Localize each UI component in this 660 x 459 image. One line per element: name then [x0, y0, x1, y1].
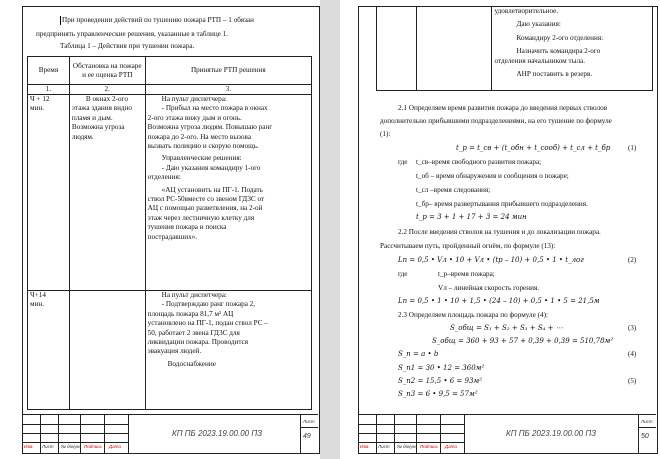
situation-line: этажа здания видно	[71, 104, 133, 113]
stamp-date-label: Дата	[445, 444, 457, 449]
decision-line: - Подтверждаю ранг пожара 2,	[161, 300, 256, 309]
title-block	[22, 414, 318, 453]
page-number: 49	[303, 433, 311, 440]
situation-line: В окнах 2-ого	[85, 95, 128, 103]
where-label: где	[398, 158, 408, 166]
row1-decisions	[145, 95, 311, 291]
sheet-label: Лист	[641, 419, 653, 424]
cont-time	[377, 7, 417, 91]
where-label-2: где	[398, 270, 408, 278]
intro-line-1: При проведении действий по тушению пожара РТП – 1 обязан	[62, 16, 254, 24]
row2-time-value: Ч+14	[30, 291, 46, 299]
calculation-s-p3: S_п3 = 6 • 9,5 = 57м²	[398, 390, 478, 398]
formula-1-number: (1)	[628, 144, 637, 152]
decision-line: площадь пожара 81,7 м² АЦ	[147, 309, 234, 318]
definition-t-ob: t_об – время обнаружения и сообщения о пожаре;	[416, 172, 569, 180]
row2-time	[28, 291, 70, 410]
decision-line: Управленческие решения:	[161, 154, 242, 163]
decision-line: ликвидации пожара. Проводится	[147, 338, 249, 347]
situation-line: Возможна угроза	[71, 123, 125, 132]
actions-table	[27, 56, 312, 410]
decision-line: отделения:	[147, 173, 181, 182]
calculation-ln: Ln = 0,5 • 1 • 10 + 1,5 • (24 – 10) + 0,5 • 1 • 5 = 21,5м	[398, 297, 600, 305]
definition-t-br: t_бр– время развертывания прибывшего подразделения.	[416, 200, 588, 208]
actions-table-continued	[376, 6, 653, 91]
formula-2: Ln = 0,5 • Vл • 10 + Vл • (tр – 10) + 0,5 • 1 • t_лог	[398, 256, 584, 264]
row2-decisions	[145, 291, 311, 410]
col-num-3: 3.	[145, 85, 311, 95]
title-block	[358, 414, 656, 453]
stamp-date-label: Дата	[109, 444, 121, 449]
decision-line: Водоснабжение	[167, 359, 216, 368]
table-number-row	[28, 85, 312, 95]
cont-situation	[416, 7, 492, 91]
stamp-izm-label: Изм.	[360, 444, 370, 449]
table-row	[28, 291, 312, 410]
decision-line: этаж через лестничную клетку для	[147, 213, 255, 222]
decision-line: пострадавших».	[147, 232, 198, 241]
calculation-s-p1: S_п1 = 30 • 12 = 360м²	[398, 364, 485, 372]
row2-situation	[69, 291, 145, 410]
row1-time	[28, 95, 70, 291]
calculation-t-r: t_р = 3 + 1 + 17 + 3 = 24 мин	[416, 213, 527, 221]
stamp-izm-label: Изм.	[24, 444, 34, 449]
formula-3: S_общ = S₁ + S₂ + S₃ + S₄ + ⋯	[450, 324, 563, 332]
decision-line: 50, работает 2 звена ГДЗС для	[147, 328, 240, 337]
decision-line: эвакуация людей.	[147, 347, 202, 356]
cont-decisions	[492, 7, 653, 91]
section-2-1-line-1: 2.1 Определяем время развития пожара до введения первых стволов	[398, 104, 608, 112]
definition-t-sl: t_сл –время следования;	[416, 186, 491, 194]
header-time: Время	[28, 57, 70, 85]
decision-line: пожара до 2-ого. На место вызова	[147, 132, 252, 141]
table-caption: Таблица 1 – Действия при тушении пожара.	[60, 42, 195, 50]
row1-time-value: Ч + 12	[30, 95, 50, 103]
calculation-s-p2: S_п2 = 15,5 • 6 = 93м²	[398, 377, 483, 385]
definition-t-r: t_р–время пожара;	[438, 270, 495, 278]
formula-5-number: (5)	[628, 377, 637, 385]
decision-line: Командиру 2-ого отделения:	[516, 33, 604, 42]
stamp-list-label: Лист	[42, 444, 54, 449]
stamp-docnum-label: № докум.	[397, 444, 417, 449]
row2-time-unit: мин.	[30, 300, 45, 309]
decision-line: АНР поставить в резерв.	[516, 70, 593, 79]
row1-situation	[69, 95, 145, 291]
document-code: КП ПБ 2023.19.00.00 ПЗ	[506, 429, 597, 438]
text-cursor	[60, 16, 61, 25]
decision-line: - Даю указания командиру 1-ого	[161, 163, 261, 172]
stamp-signature-label: Подпись	[84, 444, 102, 449]
document-page-50	[340, 0, 660, 459]
situation-line: пламя и дым.	[71, 113, 113, 122]
decision-line: На пульт диспетчера:	[161, 95, 227, 103]
formula-4-number: (4)	[628, 350, 637, 358]
stamp-docnum-label: № докум.	[61, 444, 81, 449]
decision-line: АЦ с помощью разветвления, на 2-ой	[147, 204, 263, 213]
calculation-s-total: S_общ = 360 + 93 + 57 + 0,39 + 0,39 = 510,78м²	[432, 337, 614, 345]
table-header-row	[28, 57, 312, 85]
formula-3-number: (3)	[628, 324, 637, 332]
definition-v-l: Vл – линейная скорость горения.	[438, 284, 540, 292]
decision-line: вызвать полицию и скорую помощь.	[147, 142, 259, 151]
decision-line: удовлетворительное.	[494, 7, 559, 15]
decision-line: Назначить командира 2-ого	[516, 47, 601, 56]
decision-line: «АЦ установить на ПГ-1. Подать	[161, 185, 263, 194]
section-2-1-line-2: дополнительно прибывшими подразделениями, на его тушение по формуле	[380, 117, 612, 125]
formula-2-number: (2)	[628, 256, 637, 264]
decision-line: На пульт диспетчера:	[161, 291, 227, 299]
section-2-2-line-1: 2.2 После введения стволов на тушения и до локализации пожара.	[398, 228, 601, 236]
header-situation: Обстановка на пожаре и ее оценка РТП	[69, 57, 145, 85]
header-decisions: Принятые РТП решения	[145, 57, 311, 85]
decision-line: отделения начальником тыла.	[494, 56, 586, 65]
table-row	[377, 7, 653, 91]
decision-line: - Прибыл на место пожара в окнах	[161, 104, 268, 113]
col-num-1: 1.	[28, 85, 70, 95]
col-num-2: 2.	[69, 85, 145, 95]
decision-line: 2-ого этажа вижу дым и огонь.	[147, 113, 242, 122]
decision-line: Возможна угроза людям. Повышаю ранг	[147, 123, 273, 132]
row1-time-unit: мин.	[30, 104, 45, 113]
document-page-49	[0, 0, 320, 459]
intro-line-2: предпринять управленческие решения, указанные в таблице 1.	[36, 30, 229, 38]
stamp-list-label: Лист	[378, 444, 390, 449]
decision-line: тушения пожара и поиска	[147, 223, 227, 232]
decision-line: ствол РС-50вместе со звеном ГДЗС от	[147, 195, 265, 204]
stamp-signature-label: Подпись	[420, 444, 438, 449]
document-code: КП ПБ 2023.19.00.00 ПЗ	[172, 429, 263, 438]
section-2-1-line-3: (1):	[380, 130, 391, 138]
formula-4: S_п = a • b	[398, 350, 439, 358]
definition-t-sv: t_св–время свободного развития пожара;	[416, 158, 542, 166]
situation-line: людям.	[71, 132, 94, 141]
sheet-label: Лист	[303, 419, 315, 424]
section-2-3: 2.3 Определяем площадь пожара по формуле (4):	[398, 311, 549, 319]
section-2-2-line-2: Рассчитываем путь, пройденный огнём, по формуле (13):	[380, 242, 556, 250]
page-number: 50	[641, 433, 649, 440]
formula-1: t_р = t_св + (t_обн + t_сооб) + t_сл + t_бр	[456, 144, 611, 152]
table-row	[28, 95, 312, 291]
decision-line: Даю указания:	[516, 20, 561, 29]
decision-line: установлено на ПГ-1, подан ствол РС –	[147, 319, 268, 328]
